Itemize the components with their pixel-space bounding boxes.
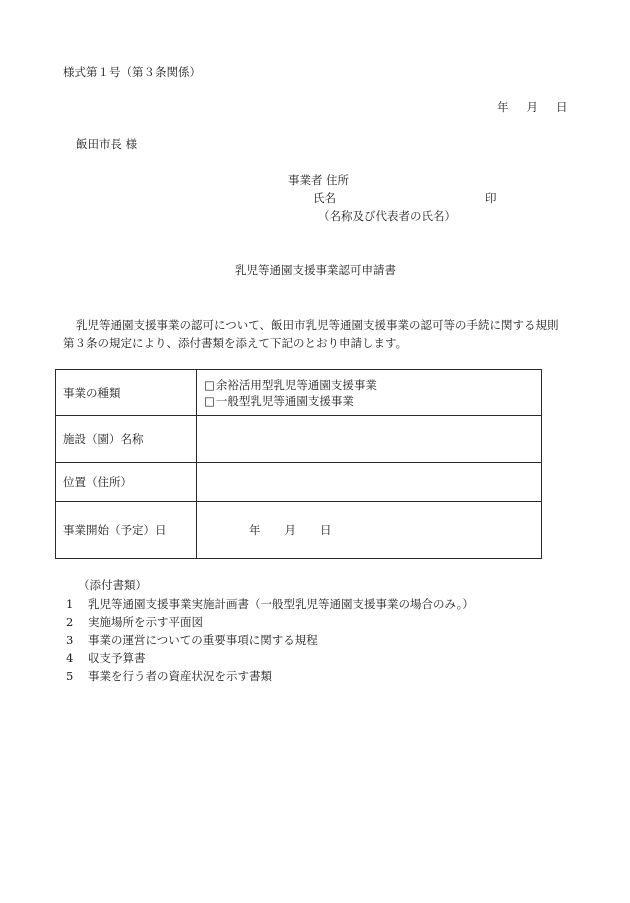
start-date-month: 月 bbox=[284, 523, 296, 537]
option-general-label: 一般型乳児等通園支援事業 bbox=[215, 393, 354, 408]
row-label-start-date: 事業開始（予定）日 bbox=[56, 502, 197, 559]
attachment-num: 2 bbox=[66, 615, 74, 629]
list-item bbox=[66, 615, 203, 629]
start-date-year: 年 bbox=[249, 523, 261, 537]
facility-name-field[interactable] bbox=[197, 416, 542, 463]
list-item bbox=[66, 633, 318, 647]
table-row bbox=[56, 502, 542, 559]
attachment-text: 乳児等通園支援事業実施計画書（一般型乳児等通園支援事業の場合のみ。） bbox=[88, 597, 474, 611]
list-item bbox=[66, 597, 474, 611]
seal-mark: 印 bbox=[485, 191, 497, 205]
applicant-name-label: 氏名 bbox=[313, 191, 336, 205]
location-field[interactable] bbox=[197, 463, 542, 502]
applicant-address-label: 住所 bbox=[326, 173, 349, 187]
table-row bbox=[56, 463, 542, 502]
row-label-business-type: 事業の種類 bbox=[56, 370, 197, 416]
body-line-1: 乳児等通園支援事業の認可について、飯田市乳児等通園支援事業の認可等の手続に関する規則 bbox=[76, 318, 559, 332]
date-line bbox=[497, 100, 568, 114]
checkbox-general[interactable]: □ bbox=[204, 393, 215, 408]
date-month: 月 bbox=[526, 100, 538, 114]
attachments-heading: （添付書類） bbox=[78, 578, 147, 592]
row-label-facility-name: 施設（園）名称 bbox=[56, 416, 197, 463]
option-general[interactable] bbox=[204, 393, 541, 409]
document-title: 乳児等通園支援事業認可申請書 bbox=[235, 263, 396, 277]
addressee: 飯田市長 様 bbox=[76, 137, 138, 151]
applicant-business-label: 事業者 bbox=[288, 173, 323, 187]
start-date-day: 日 bbox=[320, 523, 332, 537]
attachment-num: 4 bbox=[66, 651, 74, 665]
attachment-text: 事業の運営についての重要事項に関する規程 bbox=[88, 633, 318, 647]
table-row bbox=[56, 416, 542, 463]
list-item bbox=[66, 669, 272, 683]
option-surplus[interactable] bbox=[204, 377, 541, 393]
row-label-location: 位置（住所） bbox=[56, 463, 197, 502]
option-surplus-label: 余裕活用型乳児等通園支援事業 bbox=[215, 377, 377, 392]
attachment-num: 5 bbox=[66, 669, 74, 683]
start-date-field[interactable] bbox=[197, 502, 542, 559]
checkbox-surplus[interactable]: □ bbox=[204, 377, 215, 392]
application-table bbox=[55, 369, 542, 559]
attachment-text: 収支予算書 bbox=[88, 651, 146, 665]
form-number: 様式第１号（第３条関係） bbox=[63, 65, 201, 79]
body-line-2: 第３条の規定により、添付書類を添えて下記のとおり申請します。 bbox=[63, 336, 408, 350]
date-year: 年 bbox=[497, 100, 509, 114]
table-row bbox=[56, 370, 542, 416]
attachment-text: 事業を行う者の資産状況を示す書類 bbox=[88, 669, 272, 683]
list-item bbox=[66, 651, 146, 665]
attachment-num: 3 bbox=[66, 633, 74, 647]
attachment-text: 実施場所を示す平面図 bbox=[88, 615, 203, 629]
applicant-name-note: （名称及び代表者の氏名） bbox=[318, 209, 456, 223]
date-day: 日 bbox=[556, 100, 568, 114]
business-type-options bbox=[197, 370, 542, 416]
attachment-num: 1 bbox=[66, 597, 74, 611]
